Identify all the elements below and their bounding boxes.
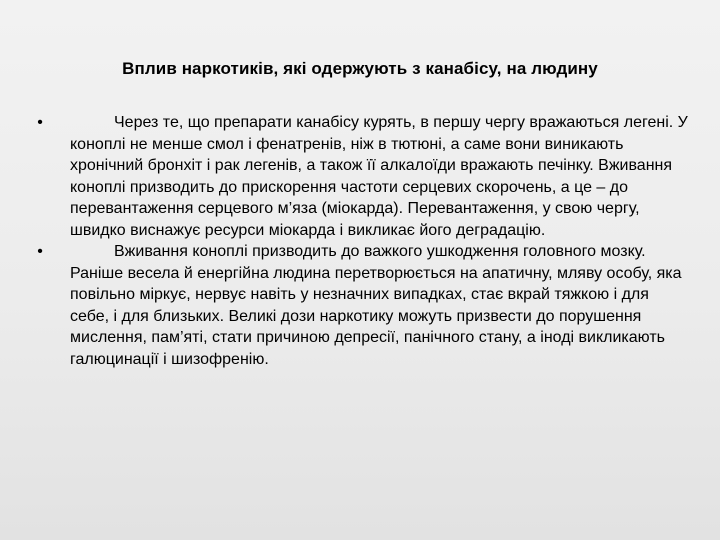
bullet-icon: • [37, 114, 43, 131]
slide-title: Вплив наркотиків, які одержують з канабісу, на людину [122, 59, 598, 78]
bullet-text: Через те, що препарати канабісу курять, в першу чергу вражаються легені. У коноплі не менше смол і фенатренів, ніж в тютюні, а саме вони виникають хронічний бронхіт і рак легенів, а також її алкалоїди вражають печінку. Вживання коноплі призводить до прискорення частоти серцевих скорочень, а це – до перевантаження серцевого м’яза (міокарда). Перевантаження, у свою чергу, швидко виснажує ресурси міокарда і викликає його деградацію. [70, 114, 688, 239]
bullet-icon: • [37, 243, 43, 260]
bullet-item [30, 112, 690, 241]
bullet-item [30, 241, 690, 370]
bullet-text: Вживання коноплі призводить до важкого ушкодження головного мозку. Раніше весела й енергійна людина перетворюється на апатичну, мляву особу, яка повільно міркує, нервує навіть у незначних випадках, стає вкрай тяжкою і для себе, і для близьких. Великі дози наркотику можуть призвести до порушення мислення, пам’яті, стати причиною депресії, панічного стану, а іноді викликають галюцинації і шизофренію. [70, 243, 682, 368]
bullet-list [30, 112, 690, 370]
